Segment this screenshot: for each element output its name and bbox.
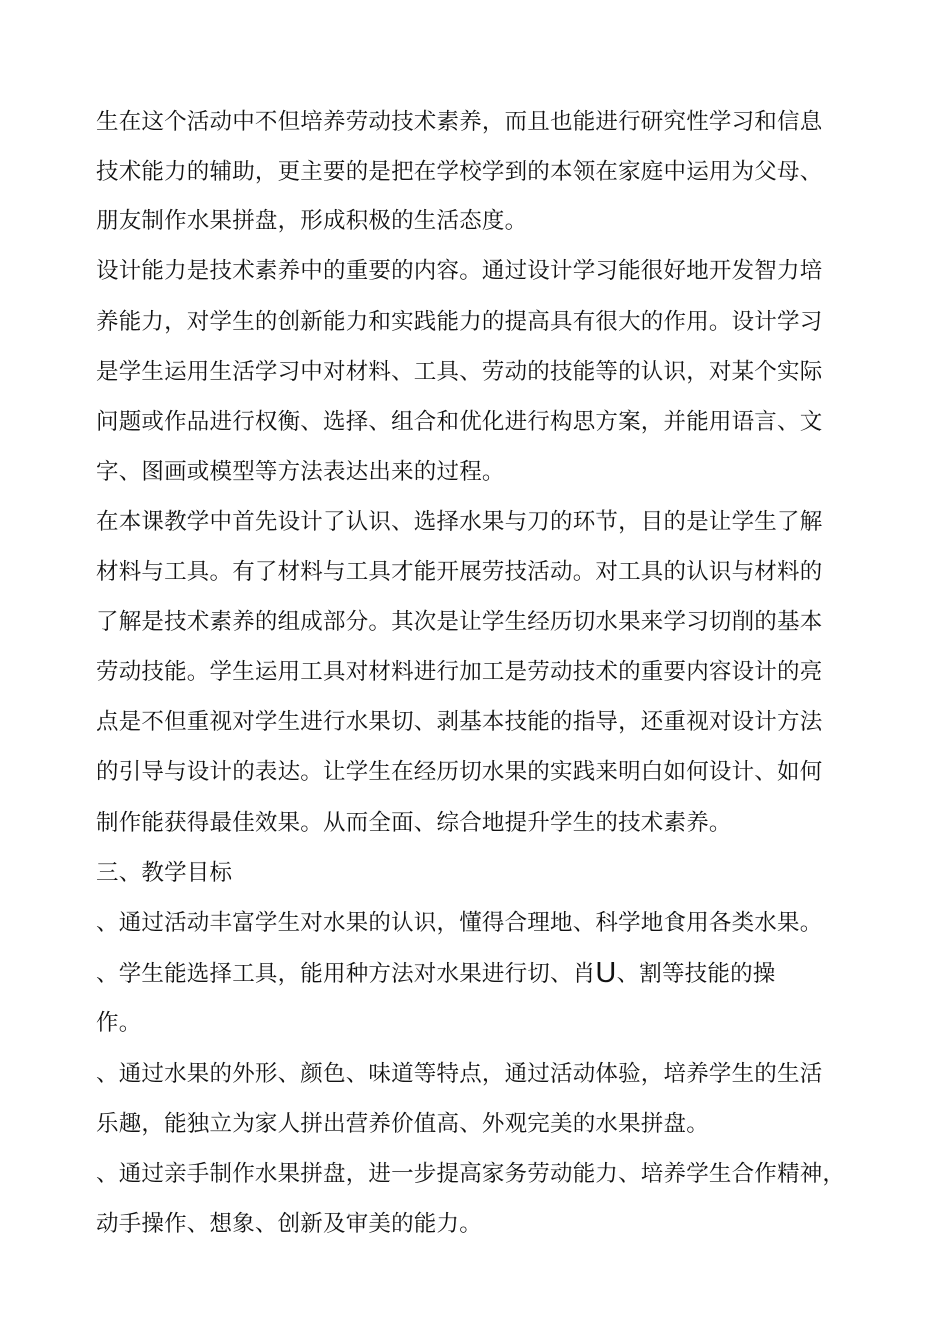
text-line: 点是不但重视对学生进行水果切、剥基本技能的指导，还重视对设计方法: [96, 709, 823, 735]
text-line: 生在这个活动中不但培养劳动技术素养，而且也能进行研究性学习和信息: [96, 109, 823, 135]
section-heading: 三、教学目标: [96, 860, 233, 886]
objective-text: 、割等技能的操: [616, 961, 776, 987]
text-line: 字、图画或模型等方法表达出来的过程。: [96, 459, 505, 485]
text-line: 动手操作、想象、创新及审美的能力。: [96, 1211, 482, 1237]
text-line: 材料与工具。有了材料与工具才能开展劳技活动。对工具的认识与材料的: [96, 559, 823, 585]
text-line: 技术能力的辅助，更主要的是把在学校学到的本领在家庭中运用为父母、: [96, 159, 823, 185]
text-line: 朋友制作水果拼盘，形成积极的生活态度。: [96, 208, 528, 234]
text-line: 问题或作品进行权衡、选择、组合和优化进行构思方案，并能用语言、文: [96, 409, 823, 435]
text-line: 制作能获得最佳效果。从而全面、综合地提升学生的技术素养。: [96, 810, 732, 836]
text-line: 了解是技术素养的组成部分。其次是让学生经历切水果来学习切削的基本: [96, 609, 823, 635]
objective-item: [96, 958, 775, 989]
text-line: 劳动技能。学生运用工具对材料进行加工是劳动技术的重要内容设计的亮: [96, 659, 823, 685]
objective-item: 、通过活动丰富学生对水果的认识，懂得合理地、科学地食用各类水果。: [96, 910, 823, 936]
text-line: 是学生运用生活学习中对材料、工具、劳动的技能等的认识，对某个实际: [96, 359, 823, 385]
text-line: 在本课教学中首先设计了认识、选择水果与刀的环节，目的是让学生了解: [96, 509, 823, 535]
text-line: 乐趣，能独立为家人拼出营养价值高、外观完美的水果拼盘。: [96, 1111, 709, 1137]
text-line: 作。: [96, 1010, 142, 1036]
u-glyph: U: [595, 957, 617, 989]
text-line: 的引导与设计的表达。让学生在经历切水果的实践来明白如何设计、如何: [96, 759, 823, 785]
objective-item: 、通过水果的外形、颜色、味道等特点，通过活动体验，培养学生的生活: [96, 1061, 823, 1087]
objective-text: 、学生能选择工具，能用种方法对水果进行切、肖: [96, 961, 596, 987]
text-line: 设计能力是技术素养中的重要的内容。通过设计学习能很好地开发智力培: [96, 258, 823, 284]
text-line: 养能力，对学生的创新能力和实践能力的提高具有很大的作用。设计学习: [96, 309, 823, 335]
objective-item: 、通过亲手制作水果拼盘，进一步提高家务劳动能力、培养学生合作精神，: [96, 1161, 846, 1187]
